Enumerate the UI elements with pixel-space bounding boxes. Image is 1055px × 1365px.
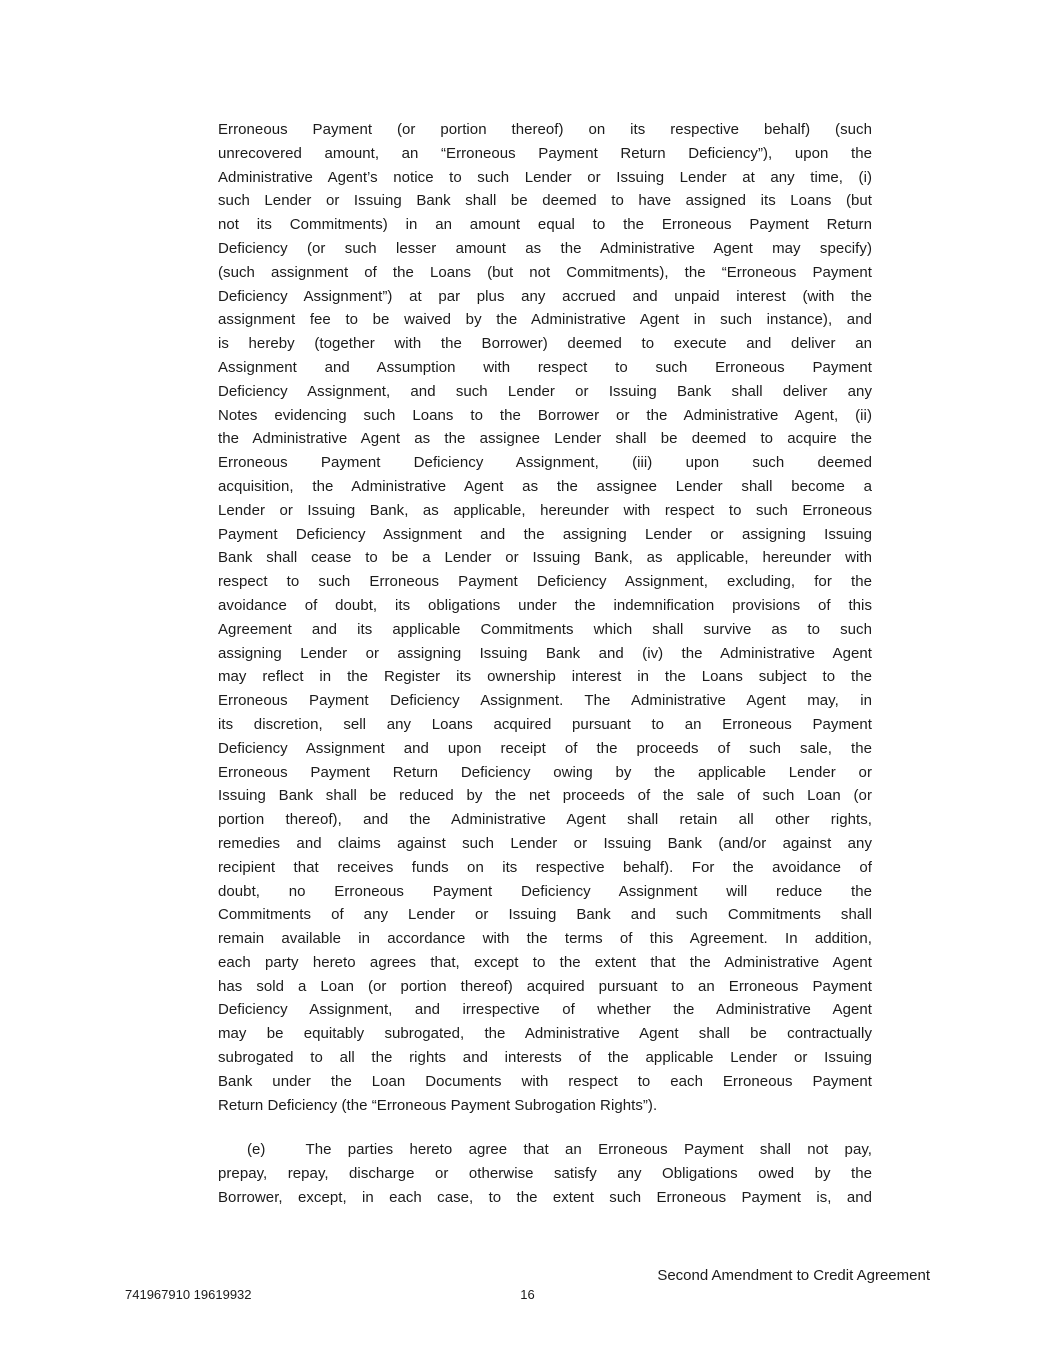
text-line: (e) The parties hereto agree that an Erroneous Payment shall not pay, bbox=[218, 1138, 872, 1162]
text-line: may reflect in the Register its ownership interest in the Loans subject to the bbox=[218, 668, 872, 686]
text-line: avoidance of doubt, its obligations under the indemnification provisions of this bbox=[218, 596, 872, 614]
text-line: Issuing Bank shall be reduced by the net proceeds of the sale of such Loan (or bbox=[218, 787, 872, 805]
text-line: doubt, no Erroneous Payment Deficiency Assignment will reduce the bbox=[218, 882, 872, 900]
text-line: Commitments of any Lender or Issuing Bank and such Commitments shall bbox=[218, 906, 872, 924]
text-line: (such assignment of the Loans (but not Commitments), the “Erroneous Payment bbox=[218, 263, 872, 281]
text-line: Erroneous Payment Return Deficiency owing by the applicable Lender or bbox=[218, 763, 872, 781]
text-line: Erroneous Payment Deficiency Assignment. The Administrative Agent may, in bbox=[218, 692, 872, 710]
text-line: Deficiency Assignment”) at par plus any accrued and unpaid interest (with the bbox=[218, 287, 872, 305]
text-line: Agreement and its applicable Commitments which shall survive as to such bbox=[218, 620, 872, 638]
text-line: Notes evidencing such Loans to the Borrower or the Administrative Agent, (ii) bbox=[218, 406, 872, 424]
text-line: Deficiency Assignment, and such Lender or Issuing Bank shall deliver any bbox=[218, 382, 872, 400]
body-text bbox=[218, 118, 872, 1210]
text-line: not its Commitments) in an amount equal to the Erroneous Payment Return bbox=[218, 216, 872, 234]
text-line: Assignment and Assumption with respect to such Erroneous Payment bbox=[218, 358, 872, 376]
text-line: Lender or Issuing Bank, as applicable, hereunder with respect to such Erroneous bbox=[218, 501, 872, 519]
text-line: such Lender or Issuing Bank shall be deemed to have assigned its Loans (but bbox=[218, 192, 872, 210]
text-line: Bank under the Loan Documents with respect to each Erroneous Payment bbox=[218, 1072, 872, 1090]
text-line: each party hereto agrees that, except to the extent that the Administrative Agent bbox=[218, 953, 872, 971]
text-line: Payment Deficiency Assignment and the assigning Lender or assigning Issuing bbox=[218, 525, 872, 543]
text-line: Erroneous Payment (or portion thereof) on its respective behalf) (such bbox=[218, 121, 872, 138]
text-line: assigning Lender or assigning Issuing Bank and (iv) the Administrative Agent bbox=[218, 644, 872, 662]
text-line: Return Deficiency (the “Erroneous Payment Subrogation Rights”). bbox=[218, 1096, 658, 1114]
text-line: acquisition, the Administrative Agent as the assignee Lender shall become a bbox=[218, 477, 872, 495]
text-line: Deficiency Assignment, and irrespective of whether the Administrative Agent bbox=[218, 1001, 872, 1019]
text-line: Borrower, except, in each case, to the extent such Erroneous Payment is, and bbox=[218, 1189, 872, 1207]
text-line: Erroneous Payment Deficiency Assignment, (iii) upon such deemed bbox=[218, 454, 872, 472]
text-line: portion thereof), and the Administrative Agent shall retain all other rights, bbox=[218, 811, 872, 829]
paragraph-label: (e) bbox=[247, 1141, 266, 1159]
text-line: the Administrative Agent as the assignee Lender shall be deemed to acquire the bbox=[218, 430, 872, 448]
text-line: remedies and claims against such Lender or Issuing Bank (and/or against any bbox=[218, 834, 872, 852]
text-line: Deficiency (or such lesser amount as the Administrative Agent may specify) bbox=[218, 239, 872, 257]
paragraph bbox=[218, 118, 872, 1117]
text-line: Bank shall cease to be a Lender or Issuing Bank, as applicable, hereunder with bbox=[218, 549, 872, 567]
text-line: Deficiency Assignment and upon receipt of the proceeds of such sale, the bbox=[218, 739, 872, 757]
footer-doc-title: Second Amendment to Credit Agreement bbox=[657, 1267, 930, 1284]
text-line: unrecovered amount, an “Erroneous Payment Return Deficiency”), upon the bbox=[218, 144, 872, 162]
text-line: prepay, repay, discharge or otherwise satisfy any Obligations owed by the bbox=[218, 1165, 872, 1183]
footer-page-number: 16 bbox=[520, 1287, 535, 1302]
text-line: remain available in accordance with the terms of this Agreement. In addition, bbox=[218, 930, 872, 948]
text-line: may be equitably subrogated, the Administrative Agent shall be contractually bbox=[218, 1025, 872, 1043]
text-line: Administrative Agent’s notice to such Lender or Issuing Lender at any time, (i) bbox=[218, 168, 872, 186]
text-line: subrogated to all the rights and interests of the applicable Lender or Issuing bbox=[218, 1049, 872, 1067]
footer-doc-number: 741967910 19619932 bbox=[125, 1287, 252, 1302]
paragraph bbox=[218, 1138, 872, 1209]
text-line: respect to such Erroneous Payment Deficiency Assignment, excluding, for the bbox=[218, 573, 872, 591]
text-line: assignment fee to be waived by the Administrative Agent in such instance), and bbox=[218, 311, 872, 329]
text-line: is hereby (together with the Borrower) deemed to execute and deliver an bbox=[218, 335, 872, 353]
text-line: has sold a Loan (or portion thereof) acquired pursuant to an Erroneous Payment bbox=[218, 977, 872, 995]
text-line: recipient that receives funds on its respective behalf). For the avoidance of bbox=[218, 858, 872, 876]
text-line: its discretion, sell any Loans acquired pursuant to an Erroneous Payment bbox=[218, 715, 872, 733]
